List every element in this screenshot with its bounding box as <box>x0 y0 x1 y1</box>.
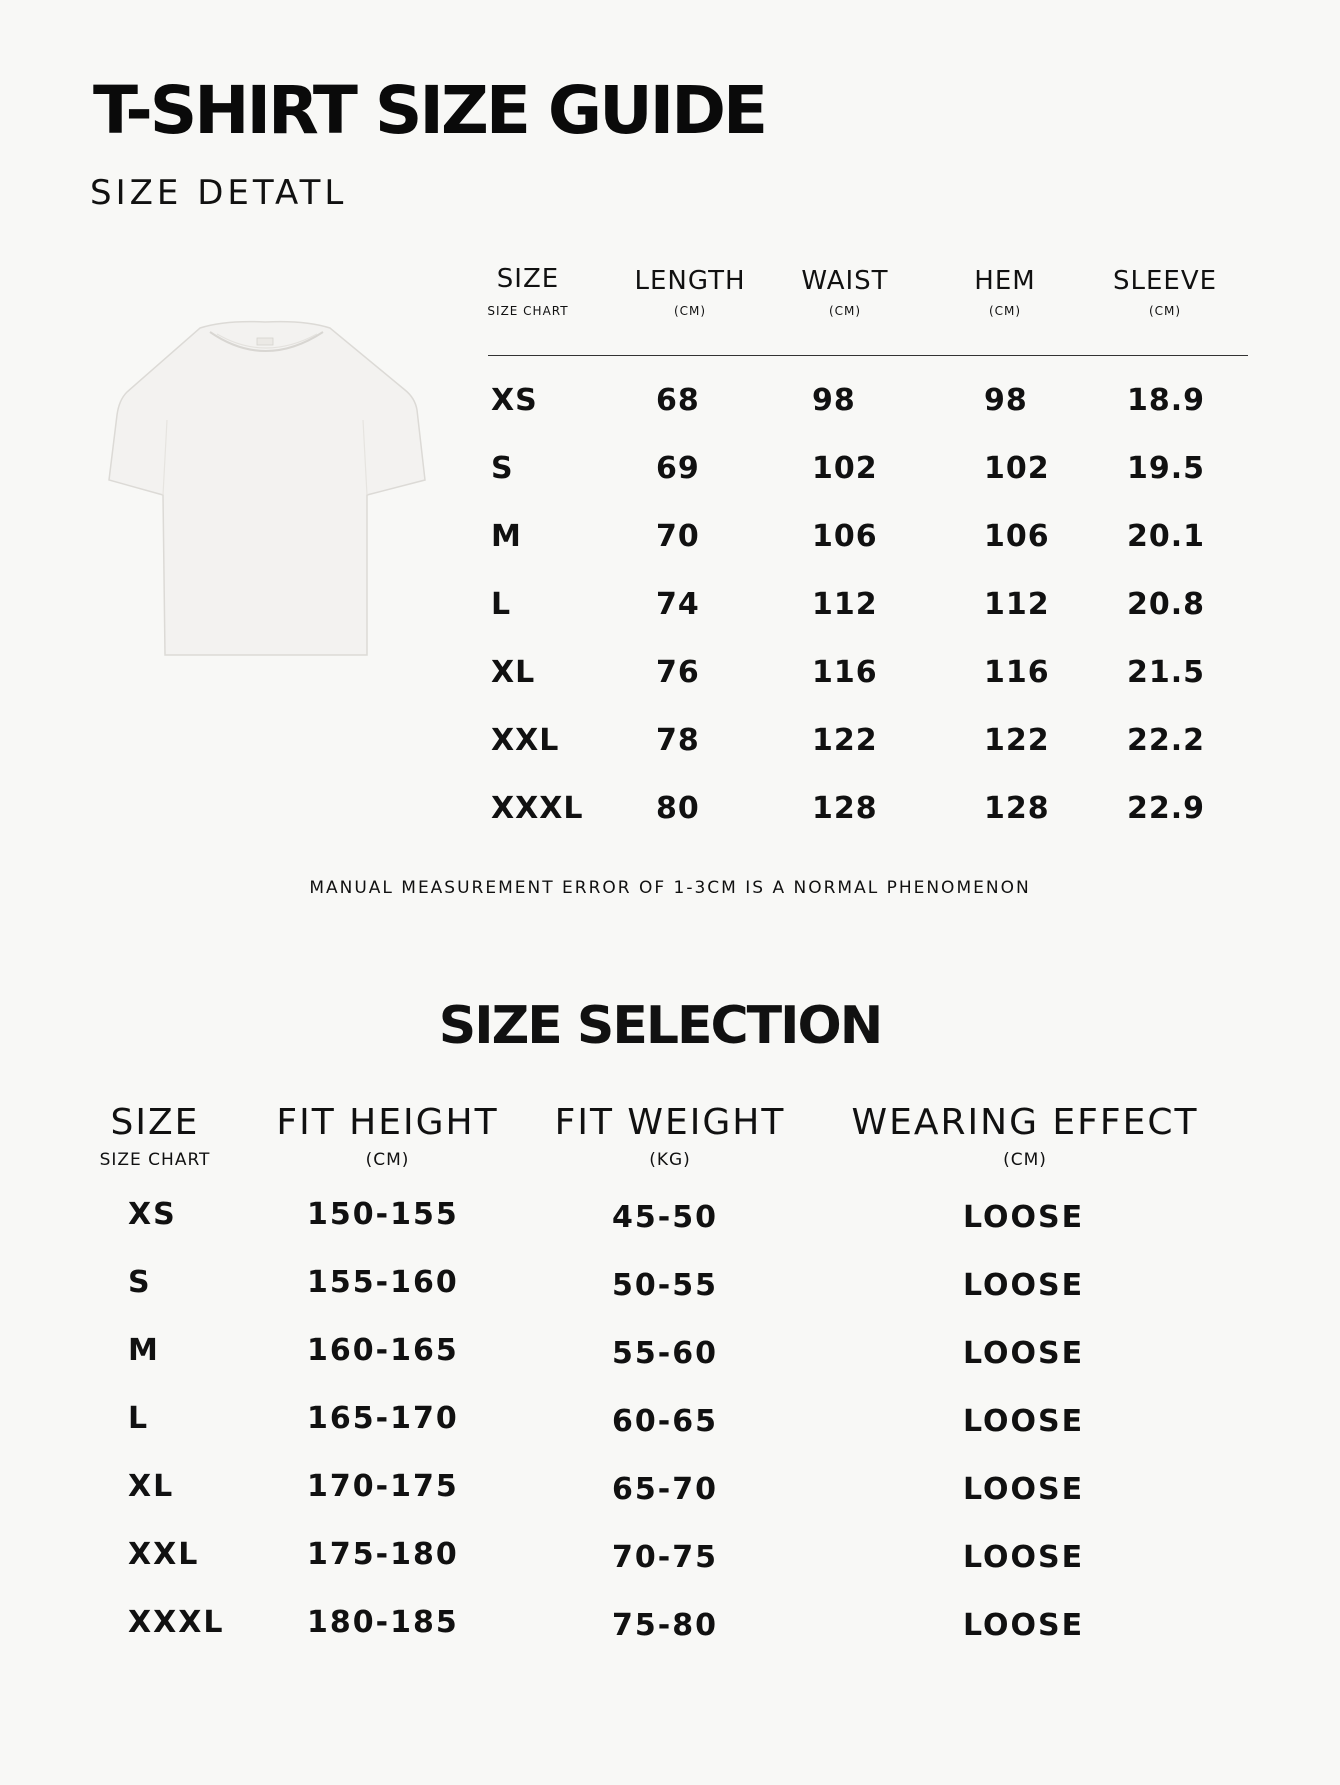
detail-cell-size: M <box>491 519 522 554</box>
selection-cell-size: XXXL <box>128 1605 225 1640</box>
selection-cell-size: S <box>128 1265 152 1300</box>
detail-cell-length: 80 <box>656 791 700 826</box>
selection-cell-fit-height: 155-160 <box>307 1265 459 1300</box>
selection-cell-fit-weight: 75-80 <box>612 1608 718 1643</box>
detail-subheader-length: (CM) <box>673 304 707 318</box>
selection-cell-fit-weight: 70-75 <box>612 1540 718 1575</box>
measurement-note: MANUAL MEASUREMENT ERROR OF 1-3CM IS A NORMAL PHENOMENON <box>309 878 1031 898</box>
selection-cell-wearing-effect: LOOSE <box>963 1404 1085 1439</box>
selection-cell-size: XXL <box>128 1537 200 1572</box>
detail-cell-hem: 102 <box>984 451 1050 486</box>
tshirt-tag <box>257 338 273 345</box>
detail-cell-sleeve: 19.5 <box>1127 451 1206 486</box>
detail-subheader-hem: (CM) <box>988 304 1022 318</box>
selection-cell-wearing-effect: LOOSE <box>963 1540 1085 1575</box>
selection-cell-fit-height: 165-170 <box>307 1401 459 1436</box>
detail-cell-hem: 98 <box>984 383 1028 418</box>
detail-cell-waist: 116 <box>812 655 878 690</box>
detail-subheader-waist: (CM) <box>828 304 862 318</box>
selection-cell-wearing-effect: LOOSE <box>963 1608 1085 1643</box>
selection-cell-fit-height: 150-155 <box>307 1197 459 1232</box>
detail-cell-size: XS <box>491 383 538 418</box>
detail-header-sleeve: SLEEVE <box>1112 266 1218 296</box>
tshirt-image <box>105 320 430 660</box>
selection-header-fit-height: FIT HEIGHT <box>276 1102 499 1143</box>
detail-cell-size: XXL <box>491 723 560 758</box>
detail-cell-length: 76 <box>656 655 700 690</box>
detail-cell-size: L <box>491 587 512 622</box>
selection-cell-fit-weight: 50-55 <box>612 1268 718 1303</box>
selection-cell-wearing-effect: LOOSE <box>963 1472 1085 1507</box>
detail-cell-waist: 122 <box>812 723 878 758</box>
detail-cell-size: S <box>491 451 514 486</box>
detail-cell-waist: 98 <box>812 383 856 418</box>
detail-subheader-size: SIZE CHART <box>487 304 569 318</box>
selection-cell-size: M <box>128 1333 160 1368</box>
detail-cell-hem: 122 <box>984 723 1050 758</box>
selection-cell-fit-height: 170-175 <box>307 1469 459 1504</box>
detail-cell-waist: 112 <box>812 587 878 622</box>
detail-cell-sleeve: 20.8 <box>1127 587 1206 622</box>
selection-cell-size: XL <box>128 1469 175 1504</box>
detail-cell-sleeve: 18.9 <box>1127 383 1206 418</box>
detail-cell-length: 78 <box>656 723 700 758</box>
tshirt-body <box>109 322 425 655</box>
page-title: T-SHIRT SIZE GUIDE <box>93 72 766 149</box>
selection-cell-wearing-effect: LOOSE <box>963 1336 1085 1371</box>
selection-header-wearing-effect: WEARING EFFECT <box>851 1102 1199 1143</box>
detail-cell-sleeve: 21.5 <box>1127 655 1206 690</box>
detail-cell-sleeve: 22.2 <box>1127 723 1206 758</box>
selection-cell-fit-height: 175-180 <box>307 1537 459 1572</box>
detail-header-hem: HEM <box>974 266 1036 296</box>
selection-cell-wearing-effect: LOOSE <box>963 1200 1085 1235</box>
detail-cell-waist: 102 <box>812 451 878 486</box>
detail-header-divider <box>488 355 1248 356</box>
selection-header-fit-weight: FIT WEIGHT <box>554 1102 786 1143</box>
detail-cell-size: XXXL <box>491 791 584 826</box>
section-subtitle: SIZE DETATL <box>90 173 348 213</box>
detail-cell-length: 70 <box>656 519 700 554</box>
selection-cell-fit-height: 180-185 <box>307 1605 459 1640</box>
detail-cell-hem: 128 <box>984 791 1050 826</box>
selection-subheader-size: SIZE CHART <box>99 1150 211 1170</box>
selection-cell-size: XS <box>128 1197 177 1232</box>
detail-cell-length: 68 <box>656 383 700 418</box>
selection-cell-wearing-effect: LOOSE <box>963 1268 1085 1303</box>
detail-cell-size: XL <box>491 655 536 690</box>
selection-cell-size: L <box>128 1401 150 1436</box>
selection-cell-fit-weight: 55-60 <box>612 1336 718 1371</box>
detail-cell-length: 74 <box>656 587 700 622</box>
detail-cell-sleeve: 22.9 <box>1127 791 1206 826</box>
selection-subheader-fit-weight: (KG) <box>649 1150 691 1170</box>
selection-subheader-wearing-effect: (CM) <box>1003 1150 1047 1170</box>
detail-cell-waist: 106 <box>812 519 878 554</box>
selection-cell-fit-weight: 65-70 <box>612 1472 718 1507</box>
selection-subheader-fit-height: (CM) <box>365 1150 410 1170</box>
detail-subheader-sleeve: (CM) <box>1148 304 1182 318</box>
detail-cell-hem: 116 <box>984 655 1050 690</box>
selection-header-size: SIZE <box>110 1102 200 1143</box>
detail-header-waist: WAIST <box>801 266 889 296</box>
selection-cell-fit-weight: 60-65 <box>612 1404 718 1439</box>
selection-cell-fit-weight: 45-50 <box>612 1200 718 1235</box>
selection-title: SIZE SELECTION <box>438 996 882 1056</box>
detail-header-size: SIZE <box>496 264 560 294</box>
detail-header-length: LENGTH <box>634 266 746 296</box>
detail-cell-hem: 106 <box>984 519 1050 554</box>
detail-cell-sleeve: 20.1 <box>1127 519 1206 554</box>
detail-cell-length: 69 <box>656 451 700 486</box>
selection-cell-fit-height: 160-165 <box>307 1333 459 1368</box>
detail-cell-waist: 128 <box>812 791 878 826</box>
detail-cell-hem: 112 <box>984 587 1050 622</box>
